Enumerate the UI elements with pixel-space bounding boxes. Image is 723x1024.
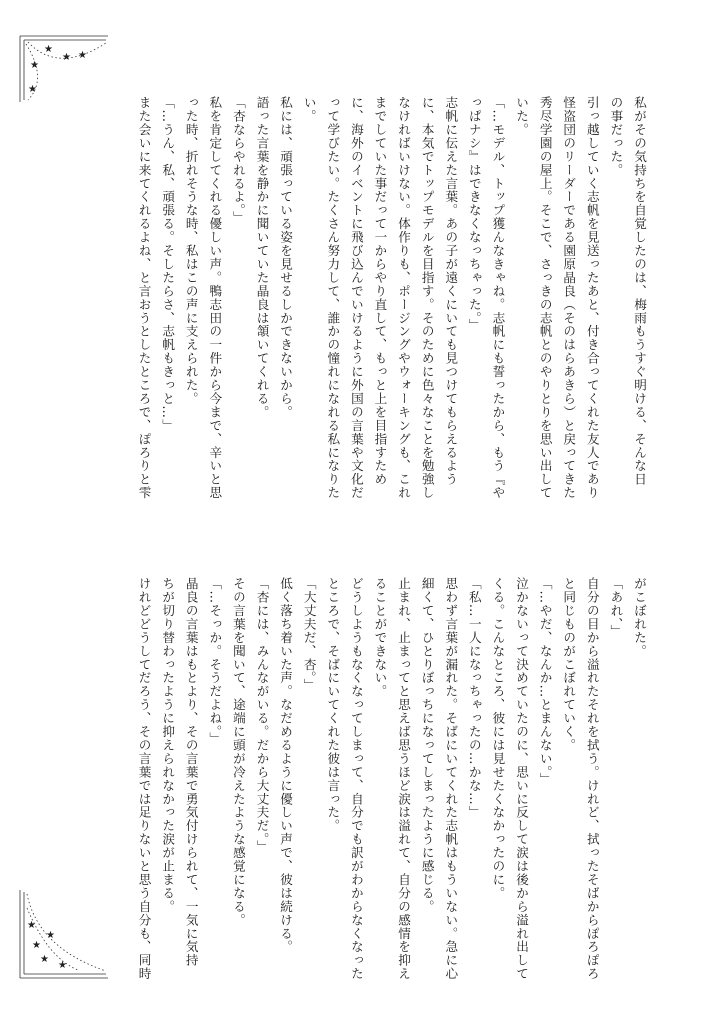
text-line: 語った言葉を静かに聞いていた晶良は頷いてくれる。 (254, 96, 270, 419)
text-line: くる。こんなところ、彼には見せたくなかったのに。 (490, 577, 506, 900)
text-line: また会いに来てくれるよね、と言おうとしたところで、ぽろりと雫 (136, 96, 152, 500)
text-line: 止まれ、止まってと思えば思うほど涙は溢れて、自分の感情を抑え (396, 577, 412, 981)
text-line: けれどどうしてだろう、その言葉では足りないと思う自分も、同時 (136, 577, 152, 981)
text-line: 自分の目から溢れたそれを拭う。けれど、拭ったそばからぽろぽろ (584, 577, 600, 981)
star-icon: ★ (30, 60, 39, 71)
text-line: に、本気でトップモデルを目指す。そのために色々なことを勉強し (419, 96, 435, 500)
star-icon: ★ (58, 960, 67, 971)
lower-text-block (132, 577, 651, 981)
text-line: 「大丈夫だ、杏。」 (301, 577, 317, 692)
text-line: 細くて、ひとりぼっちになってしまったように感じる。 (419, 577, 435, 914)
text-line: 「私…一人になっちゃったの…かな…」 (466, 577, 482, 820)
star-icon: ★ (46, 930, 55, 941)
text-line: 引っ越していく志帆を見送ったあと、付き合ってくれた友人であり (584, 96, 600, 500)
star-icon: ★ (28, 84, 37, 95)
star-icon: ★ (32, 940, 41, 951)
text-line: 怪盗団のリーダーである園原晶良（そのはらあきら）と戻ってきた (561, 96, 577, 500)
text-line: って学びたい。たくさん努力して、誰かの憧れになれる私になりた (325, 96, 341, 500)
star-icon: ★ (62, 52, 71, 63)
text-line: なければいけない。体作りも、ポージングやウォーキングも、これ (396, 96, 412, 500)
text-line: 志帆に伝えた言葉。あの子が遠くにいても見つけてもらえるよう (443, 96, 459, 487)
text-line: 「杏には、みんながいる。だから大丈夫だ。」 (254, 577, 270, 854)
text-line: 私には、頑張っている姿を見せるしかできないから。 (278, 96, 294, 419)
text-line: どうしようもなくなってしまって、自分でも訳がわからなくなった (348, 577, 364, 981)
text-line: 晶良の言葉はもとより、その言葉で勇気付けられて、一気に気持 (183, 577, 199, 968)
text-line: 思わず言葉が漏れた。そばにいてくれた志帆はもういない。急に心 (443, 577, 459, 981)
text-line: ることができない。 (372, 577, 388, 699)
text-line: 私を肯定してくれる優しい声。鴨志田の一件から今まで、辛いと思 (207, 96, 223, 500)
star-icon: ★ (27, 920, 36, 931)
text-line: 「…そっか。そうだよね。」 (207, 577, 223, 746)
text-line: 「…うん、私、頑張る。そしたらさ、志帆もきっと…」 (160, 96, 176, 433)
text-line: 「…やだ、なんか…とまんない。」 (537, 577, 553, 786)
upper-text-block (132, 96, 651, 524)
text-line: ちが切り替わったように抑えられなかった涙が止まる。 (160, 577, 176, 914)
text-line: 「…モデル、トップ獲んなきゃね。志帆にも誓ったから、もう『や (490, 96, 506, 500)
text-line: の事だった。 (608, 96, 624, 177)
text-line: までしていた事だって一からやり直して、もっと上を目指すため (372, 96, 388, 487)
text-line: 「杏ならやれるよ。」 (230, 96, 246, 225)
star-corner-ornament-bottom (18, 888, 110, 980)
text-line: ところで、そばにいてくれた彼は言った。 (325, 577, 341, 833)
text-line: った時、折れそうな時、私はこの声に支えられた。 (183, 96, 199, 406)
star-icon: ★ (44, 44, 53, 55)
text-line: と同じものがこぼれていく。 (561, 577, 577, 752)
star-corner-ornament-top (18, 34, 110, 104)
text-line: がこぼれた。 (632, 577, 647, 658)
star-icon: ★ (40, 954, 49, 965)
text-line: い。 (301, 96, 317, 123)
text-line: 泣かないって決めていたのに、思いに反して涙は後から溢れ出して (514, 577, 530, 981)
text-line: 私がその気持ちを自覚したのは、梅雨もうすぐ明ける、そんな日 (632, 96, 647, 487)
text-line: に、海外のイベントに飛び込んでいけるように外国の言葉や文化だ (348, 96, 364, 500)
text-line: 低く落ち着いた声。なだめるように優しい声で、彼は続ける。 (278, 577, 294, 954)
text-line: その言葉を聞いて、途端に頭が冷えたような感覚になる。 (230, 577, 246, 927)
star-icon: ★ (78, 50, 87, 61)
text-line: 「あれ、」 (608, 577, 624, 638)
text-line: 秀尽学園の屋上。そこで、さっきの志帆とのやりとりを思い出して (537, 96, 553, 500)
text-line: いた。 (514, 96, 530, 137)
text-line: っぱナシ』はできなくなっちゃった。」 (466, 96, 482, 332)
